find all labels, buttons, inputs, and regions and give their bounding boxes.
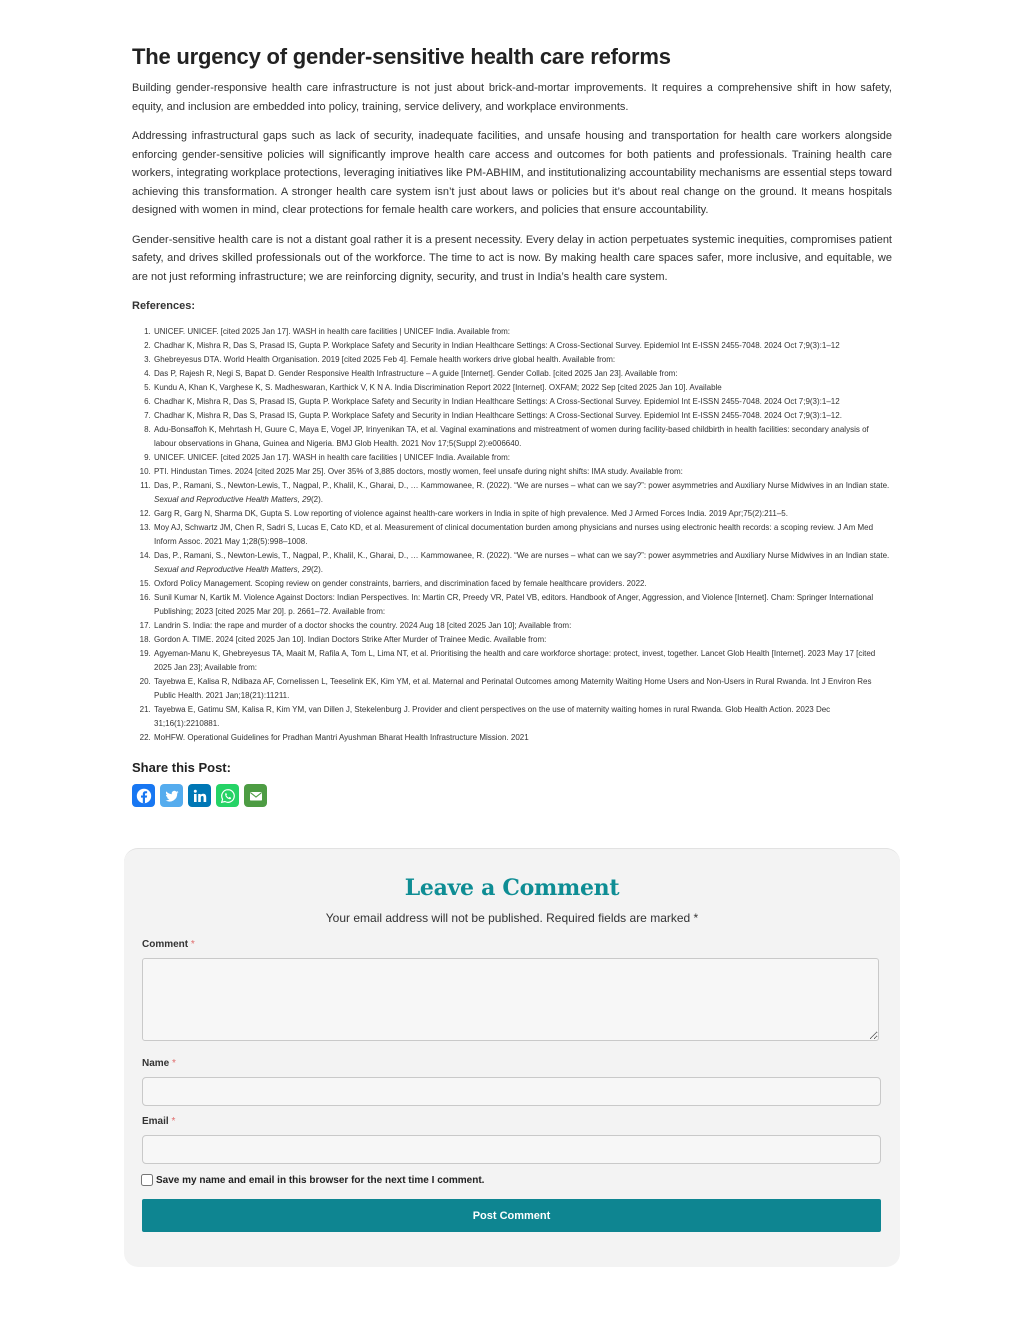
comment-form xyxy=(124,848,900,1267)
reference-item xyxy=(153,577,892,591)
reference-item xyxy=(153,591,892,619)
reference-item xyxy=(153,325,892,339)
reference-journal: Sexual and Reproductive Health Matters, 29 xyxy=(154,495,311,505)
required-mark: * xyxy=(190,939,195,950)
reference-item xyxy=(153,465,892,479)
reference-item xyxy=(153,731,892,745)
reference-issue: (2). xyxy=(310,565,323,575)
facebook-icon xyxy=(136,788,152,804)
name-label-text: Name xyxy=(142,1058,170,1069)
linkedin-share-button[interactable] xyxy=(188,784,211,807)
reference-text: MoHFW. Operational Guidelines for Pradhan Mantri Ayushman Bharat Health Infrastructure Mission. 2021 xyxy=(154,733,529,743)
reference-item xyxy=(153,451,892,465)
section-title: The urgency of gender-sensitive health care reforms xyxy=(132,44,671,69)
reference-text: Adu-Bonsaffoh K, Mehrtash H, Guure C, Maya E, Vogel JP, Irinyenikan TA, et al. Vaginal examinations and mistreatment of women during facility-based childbirth in health facilities: secondary analysis of labour observations in Ghana, Guinea and Nigeria. BMJ Glob Health. 2021 Nov 17;5(Suppl 2):e006640. xyxy=(154,425,869,449)
name-label xyxy=(142,1058,176,1069)
reference-item xyxy=(153,633,892,647)
paragraph: Gender-sensitive health care is not a distant goal rather it is a present necessity. Every delay in action perpetuates systemic inequities, compromises patient safety, and drives skilled professionals out of the workforce. The time to act is now. By making health care spaces safer, more inclusive, and equitable, we are not just reforming infrastructure; we are reinforcing dignity, security, and trust in India’s health care system. xyxy=(132,233,892,283)
name-input[interactable] xyxy=(142,1077,881,1106)
reference-item xyxy=(153,353,892,367)
reference-journal: Sexual and Reproductive Health Matters, 29 xyxy=(154,565,311,575)
save-info-label: Save my name and email in this browser for the next time I comment. xyxy=(156,1174,485,1186)
paragraph: Addressing infrastructural gaps such as lack of security, inadequate facilities, and unsafe housing and transportation for health care workers alongside enforcing gender-sensitive policies will significantly improve health care access and outcomes for both patients and professionals. Training health care workers, integrating workplace protections, leveraging initiatives like PM-ABHIM, and institutionalizing accountability mechanisms are essential steps toward achieving this transformation. A stronger health care system isn’t just about laws or policies but it’s about real change on the ground. It means hospitals designed with women in mind, clear protections for female health care workers, and policies that ensure accountability. xyxy=(132,130,892,217)
save-info-checkbox[interactable] xyxy=(141,1174,153,1186)
reference-text: Ghebreyesus DTA. World Health Organisation. 2019 [cited 2025 Feb 4]. Female health workers drive global health. Available from: xyxy=(154,355,616,365)
reference-text: Das P, Rajesh R, Negi S, Bapat D. Gender Responsive Health Infrastructure – A guide [Internet]. Gender Collab. [cited 2025 Jan 23]. Available from: xyxy=(154,369,678,379)
reference-item xyxy=(153,675,892,703)
twitter-share-button[interactable] xyxy=(160,784,183,807)
reference-item xyxy=(153,619,892,633)
twitter-icon xyxy=(164,788,180,804)
reference-text: Chadhar K, Mishra R, Das S, Prasad IS, Gupta P. Workplace Safety and Security in Indian Healthcare Settings: A Cross-Sectional Survey. Epidemiol Int E-ISSN 2455-7048. 2024 Oct 7;9(3):1–12. xyxy=(154,411,842,421)
required-mark: * xyxy=(171,1116,176,1127)
whatsapp-share-button[interactable] xyxy=(216,784,239,807)
reference-text: UNICEF. UNICEF. [cited 2025 Jan 17]. WASH in health care facilities | UNICEF India. Available from: xyxy=(154,327,510,337)
comment-notes: Your email address will not be published. Required fields are marked * xyxy=(325,911,699,925)
reference-text: Chadhar K, Mishra R, Das S, Prasad IS, Gupta P. Workplace Safety and Security in Indian Healthcare Settings: A Cross-Sectional Survey. Epidemiol Int E-ISSN 2455-7048. 2024 Oct 7;9(3):1–12 xyxy=(154,397,840,407)
reference-item xyxy=(153,549,892,577)
reference-item xyxy=(153,339,892,353)
reference-item xyxy=(153,367,892,381)
reference-text: Chadhar K, Mishra R, Das S, Prasad IS, Gupta P. Workplace Safety and Security in Indian Healthcare Settings: A Cross-Sectional Survey. Epidemiol Int E-ISSN 2455-7048. 2024 Oct 7;9(3):1–12 xyxy=(154,341,840,351)
reference-item xyxy=(153,521,892,549)
reference-text: Moy AJ, Schwartz JM, Chen R, Sadri S, Lucas E, Cato KD, et al. Measurement of clinical documentation burden among physicians and nurses using electronic health records: a scoping review. J Am Med Inform Assoc. 2021 May 1;28(5):998–1008. xyxy=(154,523,874,547)
reference-text: UNICEF. UNICEF. [cited 2025 Jan 17]. WASH in health care facilities | UNICEF India. Available from: xyxy=(154,453,510,463)
reference-item xyxy=(153,507,892,521)
references-title: References: xyxy=(132,300,195,313)
reference-text: Tayebwa E, Gatimu SM, Kalisa R, Kim YM, van Dillen J, Stekelenburg J. Provider and client perspectives on the use of maternity waiting homes in rural Rwanda. Glob Health Action. 2023 Dec 31;16(1):2210881. xyxy=(154,705,831,729)
email-label xyxy=(142,1116,175,1127)
references-list xyxy=(132,325,892,745)
post-comment-button[interactable]: Post Comment xyxy=(142,1199,881,1232)
comment-label-text: Comment xyxy=(142,939,189,950)
reference-item xyxy=(153,395,892,409)
reference-item xyxy=(153,479,892,507)
email-label-text: Email xyxy=(142,1116,169,1127)
reference-text: PTI. Hindustan Times. 2024 [cited 2025 Mar 25]. Over 35% of 3,885 doctors, mostly women, feel unsafe during night shifts: IMA study. Available from: xyxy=(154,467,683,477)
email-input[interactable] xyxy=(142,1135,881,1164)
reference-item xyxy=(153,703,892,731)
reference-item xyxy=(153,381,892,395)
paragraph: Building gender-responsive health care infrastructure is not just about brick-and-mortar improvements. It requires a comprehensive shift in how safety, equity, and inclusion are embedded into policy, training, service delivery, and workplace environments. xyxy=(132,82,892,113)
save-info-option[interactable] xyxy=(141,1174,484,1186)
comment-textarea[interactable] xyxy=(142,958,879,1041)
reference-text: Landrin S. India: the rape and murder of a doctor shocks the country. 2024 Aug 18 [cited 2025 Jan 10]; Available from: xyxy=(154,621,572,631)
reference-item xyxy=(153,423,892,451)
share-buttons xyxy=(132,784,892,807)
reference-text: Tayebwa E, Kalisa R, Ndibaza AF, Cornelissen L, Teeselink EK, Kim YM, et al. Maternal and Perinatal Outcomes among Maternity Waiting Home Users and Non-Users in Rural Rwanda. Int J Environ Res Public Health. 2021 Jan;18(21):11211. xyxy=(154,677,872,701)
required-mark: * xyxy=(172,1058,176,1069)
facebook-share-button[interactable] xyxy=(132,784,155,807)
reference-text: Das, P., Ramani, S., Newton-Lewis, T., Nagpal, P., Khalil, K., Gharai, D., … Kammowanee, R. (2022). “We are nurses – what can we say?”: power asymmetries and Auxiliary Nurse Midwives in an Indian state. xyxy=(154,481,890,491)
reference-text: Sunil Kumar N, Kartik M. Violence Against Doctors: Indian Perspectives. In: Martin CR, Preedy VR, Patel VB, editors. Handbook of Anger, Aggression, and Violence [Internet]. Cham: Springer International Publishing; 2023 [cited 2025 Mar 20]. p. 2661–72. Available from: xyxy=(154,593,874,617)
reference-text: Garg R, Garg N, Sharma DK, Gupta S. Low reporting of violence against health-care workers in India in spite of high prevalence. Med J Armed Forces India. 2019 Apr;75(2):211–5. xyxy=(154,509,788,519)
reference-text: Das, P., Ramani, S., Newton-Lewis, T., Nagpal, P., Khalil, K., Gharai, D., … Kammowanee, R. (2022). “We are nurses – what can we say?”: power asymmetries and Auxiliary Nurse Midwives in an Indian state. xyxy=(154,551,890,561)
linkedin-icon xyxy=(192,788,208,804)
article xyxy=(132,44,892,807)
reference-text: Agyeman-Manu K, Ghebreyesus TA, Maait M, Rafila A, Tom L, Lima NT, et al. Prioritising the health and care workforce shortage: protect, invest, together. Lancet Glob Health [Internet]. 2023 May 17 [cited 2025 Jan 23]; Available from: xyxy=(154,649,876,673)
email-share-button[interactable] xyxy=(244,784,267,807)
reference-text: Gordon A. TIME. 2024 [cited 2025 Jan 10]. Indian Doctors Strike After Murder of Trainee Medic. Available from: xyxy=(154,635,547,645)
reference-text: Kundu A, Khan K, Varghese K, S. Madheswaran, Karthick V, K N A. India Discrimination Report 2022 [Internet]. OXFAM; 2022 Sep [cited 2025 Jan 10]. Available xyxy=(154,383,722,393)
reference-issue: (2). xyxy=(310,495,323,505)
reference-text: Oxford Policy Management. Scoping review on gender constraints, barriers, and discrimination faced by female healthcare providers. 2022. xyxy=(154,579,647,589)
reference-item xyxy=(153,409,892,423)
whatsapp-icon xyxy=(220,788,236,804)
comment-form-title: Leave a Comment xyxy=(404,875,620,901)
share-title: Share this Post: xyxy=(132,760,231,776)
reference-item xyxy=(153,647,892,675)
comment-label xyxy=(142,939,195,950)
email-icon xyxy=(248,788,264,804)
